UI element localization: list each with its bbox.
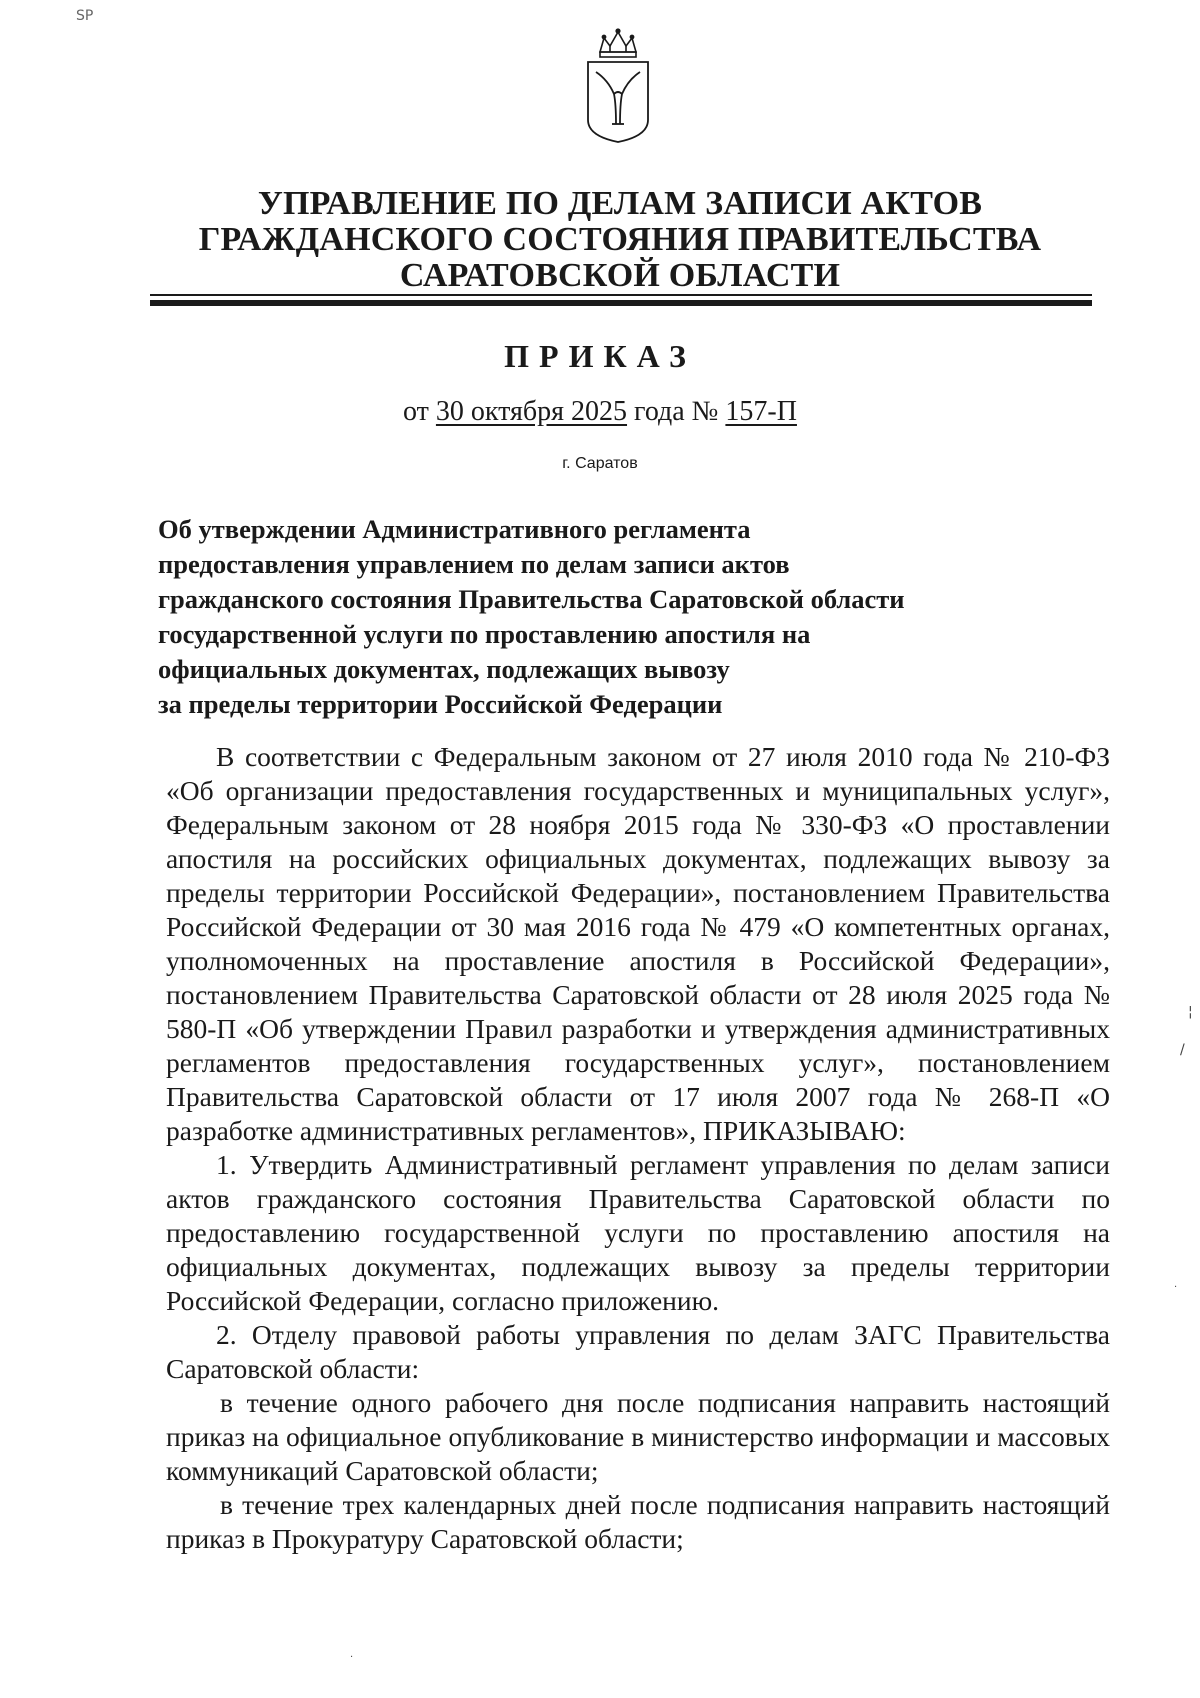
document-subject: [158, 512, 1038, 722]
subject-line: официальных документах, подлежащих вывозу: [158, 654, 730, 684]
document-city: г. Саратов: [562, 455, 638, 472]
subject-line: государственной услуги по проставлению апостиля на: [158, 619, 811, 649]
subject-line: Об утверждении Административного регламента: [158, 514, 751, 544]
subject-line: предоставления управлением по делам записи актов: [158, 549, 790, 579]
subject-line: за пределы территории Российской Федерации: [158, 689, 723, 719]
scan-artifact: ·: [350, 1652, 354, 1663]
date-prefix: от: [403, 396, 429, 427]
order-item-1: 1. Утвердить Административный регламент управления по делам записи актов гражданского состояния Правительства Саратовской области по предоставлению государственной услуги по проставлению апостиля на официальных документах, подлежащих вывозу за пределы территории Российской Федерации, согласно приложению.: [166, 1149, 1110, 1316]
scan-mark: SP: [76, 8, 94, 24]
organization-header-line: ГРАЖДАНСКОГО СОСТОЯНИЯ ПРАВИТЕЛЬСТВА: [198, 221, 1042, 258]
scan-artifact: /: [1180, 1042, 1185, 1058]
organization-header-line: УПРАВЛЕНИЕ ПО ДЕЛАМ ЗАПИСИ АКТОВ: [257, 185, 983, 222]
date-suffix: года №: [634, 396, 719, 427]
organization-header-line: САРАТОВСКОЙ ОБЛАСТИ: [399, 257, 841, 294]
order-item-2-subitem-1: в течение одного рабочего дня после подписания направить настоящий приказ на официальное опубликование в министерство информации и массовых коммуникаций Саратовской области;: [166, 1387, 1110, 1486]
document-body: [166, 740, 1110, 1556]
scan-artifact: ·: [1174, 1282, 1178, 1293]
document-type-title: ПРИКАЗ: [504, 338, 696, 374]
order-item-2: 2. Отделу правовой работы управления по делам ЗАГС Правительства Саратовской области:: [166, 1319, 1110, 1384]
subject-line: гражданского состояния Правительства Саратовской области: [158, 584, 905, 614]
document-date: 30 октября 2025: [435, 396, 628, 427]
document-date-number: [0, 396, 1200, 428]
coat-of-arms-emblem: [582, 28, 654, 144]
scan-artifact: ¦: [1188, 1004, 1193, 1020]
order-item-2-subitem-2: в течение трех календарных дней после подписания направить настоящий приказ в Прокуратуру Саратовской области;: [166, 1489, 1110, 1554]
document-number: 157-П: [725, 396, 797, 427]
preamble-paragraph: В соответствии с Федеральным законом от 27 июля 2010 года № 210-ФЗ «Об организации предоставления государственных и муниципальных услуг», Федеральным законом от 28 ноября 2015 года № 330-ФЗ «О проставлении апостиля на российских официальных документах, подлежащих вывозу за пределы территории Российской Федерации», постановлением Правительства Российской Федерации от 30 мая 2016 года № 479 «О компетентных органах, уполномоченных на проставление апостиля в Российской Федерации», постановлением Правительства Саратовской области от 28 июля 2025 года № 580-П «Об утверждении Правил разработки и утверждения административных регламентов предоставления государственных услуг», постановлением Правительства Саратовской области от 17 июля 2007 года № 268-П «О разработке административных регламентов», ПРИКАЗЫВАЮ:: [166, 741, 1110, 1146]
header-divider-thick: [150, 300, 1092, 306]
organization-header: [140, 186, 1100, 294]
header-divider-thin: [150, 294, 1092, 296]
